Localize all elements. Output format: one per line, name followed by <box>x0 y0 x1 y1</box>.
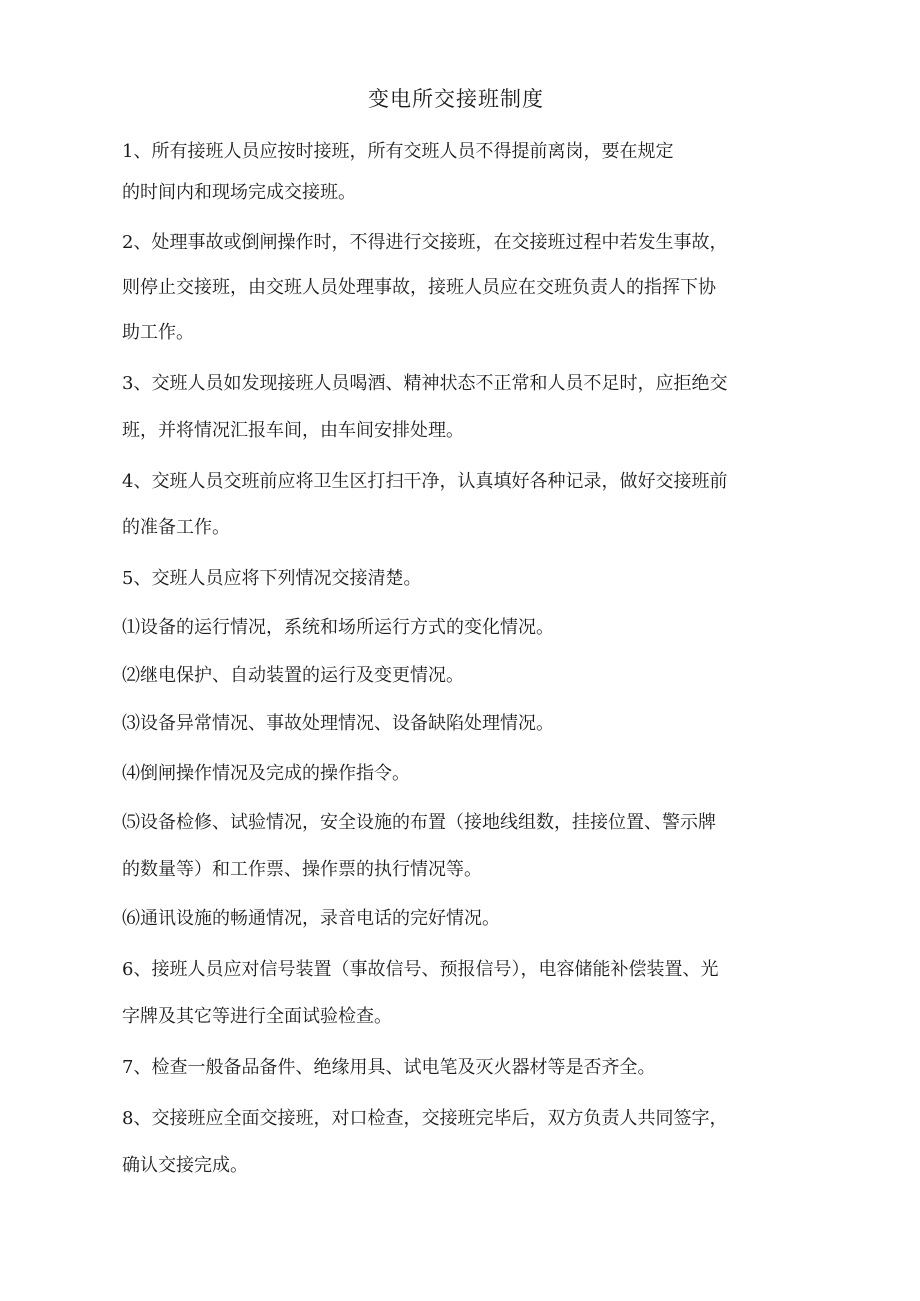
text-line: 6、接班人员应对信号装置（事故信号、预报信号），电容储能补偿装置、光 <box>122 959 719 980</box>
text-line: 7、检查一般备品备件、绝缘用具、试电笔及灭火器材等是否齐全。 <box>122 1057 656 1078</box>
text-line: 5、交班人员应将下列情况交接清楚。 <box>122 568 422 589</box>
document-title: 变电所交接班制度 <box>368 87 544 111</box>
text-line: ⑴设备的运行情况，系统和场所运行方式的变化情况。 <box>122 617 554 638</box>
text-line: ⑶设备异常情况、事故处理情况、设备缺陷处理情况。 <box>122 713 554 734</box>
text-line: 1、所有接班人员应按时接班，所有交班人员不得提前离岗，要在规定 <box>122 141 674 162</box>
text-line: 班，并将情况汇报车间，由车间安排处理。 <box>122 420 464 441</box>
text-line: 确认交接完成。 <box>122 1155 248 1176</box>
text-line: 2、处理事故或倒闸操作时，不得进行交接班，在交接班过程中若发生事故， <box>122 232 728 253</box>
text-line: 则停止交接班，由交班人员处理事故，接班人员应在交班负责人的指挥下协 <box>122 277 716 298</box>
text-line: ⑵继电保护、自动装置的运行及变更情况。 <box>122 665 464 686</box>
text-line: 助工作。 <box>122 322 194 343</box>
text-line: 3、交班人员如发现接班人员喝酒、精神状态不正常和人员不足时，应拒绝交 <box>122 373 728 394</box>
text-line: 的准备工作。 <box>122 517 230 538</box>
text-line: 字牌及其它等进行全面试验检查。 <box>122 1006 392 1027</box>
text-line: ⑷倒闸操作情况及完成的操作指令。 <box>122 763 410 784</box>
text-line: 8、交接班应全面交接班，对口检查，交接班完毕后，双方负责人共同签字， <box>122 1108 728 1129</box>
text-line: 的数量等）和工作票、操作票的执行情况等。 <box>122 859 482 880</box>
text-line: ⑹通讯设施的畅通情况，录音电话的完好情况。 <box>122 908 500 929</box>
text-line: ⑸设备检修、试验情况，安全设施的布置（接地线组数，挂接位置、警示牌 <box>122 812 716 833</box>
text-line: 4、交班人员交班前应将卫生区打扫干净，认真填好各种记录，做好交接班前 <box>122 471 728 492</box>
text-line: 的时间内和现场完成交接班。 <box>122 182 356 203</box>
